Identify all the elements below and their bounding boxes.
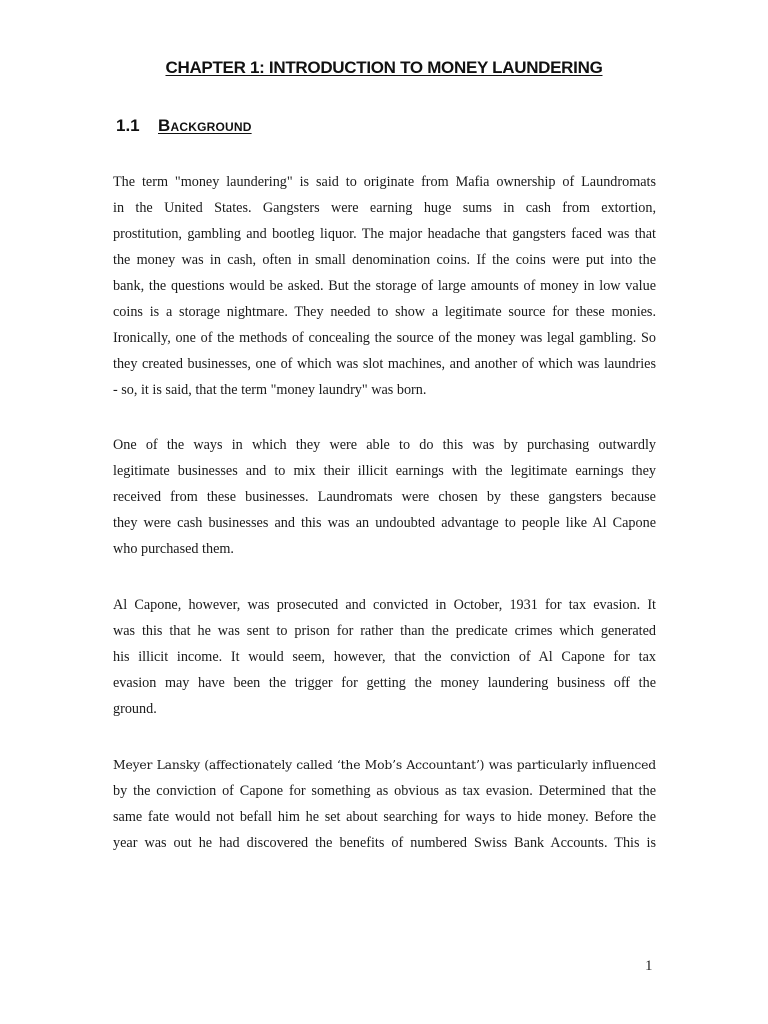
section-number: 1.1 [116,116,140,135]
text-line: in the United States. Gangsters were earning huge sums in cash from extortion, [113,200,656,216]
text-line: bank, the questions would be asked. But the storage of large amounts of money in low value [113,278,656,294]
paragraph-meyer-lansky [113,752,656,856]
text-line: his illicit income. It would seem, however, that the conviction of Al Capone for tax [113,649,656,665]
section-title: Background [158,116,252,135]
text-line: was this that he was sent to prison for rather than the predicate crimes which generated [113,623,656,639]
text-line: coins is a storage nightmare. They needed to show a legitimate source for these monies. [113,304,656,320]
text-line: The term "money laundering" is said to originate from Mafia ownership of Laundromats [113,174,656,190]
section-heading [116,116,252,136]
text-line: One of the ways in which they were able to do this was by purchasing outwardly [113,437,656,453]
paragraph-al-capone [113,592,656,722]
text-line: they created businesses, one of which was slot machines, and another of which was laundries [113,356,656,372]
text-line: they were cash businesses and this was an undoubted advantage to people like Al Capone [113,515,656,531]
text-line: Al Capone, however, was prosecuted and convicted in October, 1931 for tax evasion. It [113,597,656,613]
page-number: 1 [645,958,653,974]
text-line: year was out he had discovered the benefits of numbered Swiss Bank Accounts. This is [113,835,656,851]
text-line: received from these businesses. Laundromats were chosen by these gangsters because [113,489,656,505]
text-line: who purchased them. [113,541,234,557]
text-line: prostitution, gambling and bootleg liquor. The major headache that gangsters faced was that [113,226,656,242]
text-line: Meyer Lansky (affectionately called ‘the Mob’s Accountant’) was particularly influenced [113,757,656,772]
paragraph-origin-of-term [113,169,656,403]
paragraph-legitimate-businesses [113,432,656,562]
text-line: evasion may have been the trigger for getting the money laundering business off the [113,675,656,691]
text-line: same fate would not befall him he set about searching for ways to hide money. Before the [113,809,656,825]
chapter-title: CHAPTER 1: INTRODUCTION TO MONEY LAUNDERING [165,58,603,77]
text-line: ground. [113,701,157,717]
text-line: - so, it is said, that the term "money laundry" was born. [113,382,427,398]
text-line: legitimate businesses and to mix their illicit earnings with the legitimate earnings they [113,463,656,479]
text-line: by the conviction of Capone for something as obvious as tax evasion. Determined that the [113,783,656,799]
text-line: Ironically, one of the methods of concealing the source of the money was legal gambling. So [113,330,656,346]
text-line: the money was in cash, often in small denomination coins. If the coins were put into the [113,252,656,268]
